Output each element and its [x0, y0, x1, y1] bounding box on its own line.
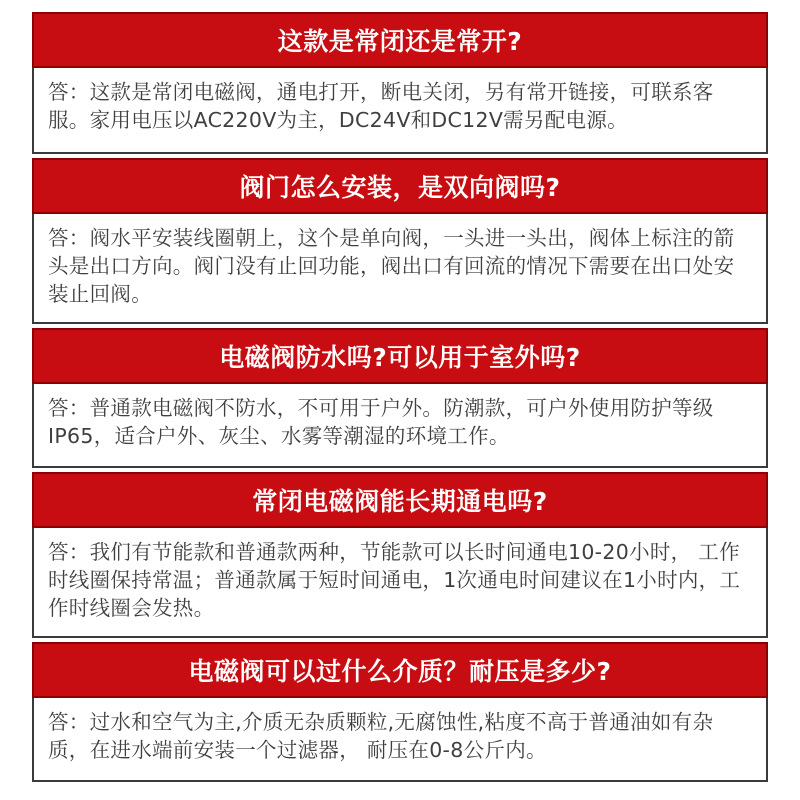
faq-answer: 答：过水和空气为主,介质无杂质颗粒,无腐蚀性,粘度不高于普通油如有杂质，在进水端前安装一个过滤器， 耐压在0-8公斤内。 — [32, 698, 768, 782]
faq-question: 这款是常闭还是常开? — [32, 12, 768, 68]
faq-answer: 答：普通款电磁阀不防水，不可用于户外。防潮款，可户外使用防护等级IP65，适合户外、灰尘、水雾等潮湿的环境工作。 — [32, 384, 768, 468]
faq-item-1 — [32, 12, 768, 154]
faq-question: 电磁阀可以过什么介质？耐压是多少? — [32, 642, 768, 698]
faq-item-4 — [32, 472, 768, 638]
faq-answer: 答：阀水平安装线圈朝上，这个是单向阀，一头进一头出，阀体上标注的箭头是出口方向。阀门没有止回功能，阀出口有回流的情况下需要在出口处安装止回阀。 — [32, 214, 768, 324]
faq-question: 常闭电磁阀能长期通电吗? — [32, 472, 768, 528]
faq-question: 电磁阀防水吗?可以用于室外吗? — [32, 328, 768, 384]
faq-answer: 答：这款是常闭电磁阀，通电打开，断电关闭，另有常开链接，可联系客服。家用电压以AC220V为主，DC24V和DC12V需另配电源。 — [32, 68, 768, 154]
faq-item-5 — [32, 642, 768, 782]
faq-question: 阀门怎么安装，是双向阀吗? — [32, 158, 768, 214]
faq-item-3 — [32, 328, 768, 468]
faq-answer: 答：我们有节能款和普通款两种，节能款可以长时间通电10-20小时， 工作时线圈保持常温；普通款属于短时间通电，1次通电时间建议在1小时内，工作时线圈会发热。 — [32, 528, 768, 638]
faq-item-2 — [32, 158, 768, 324]
